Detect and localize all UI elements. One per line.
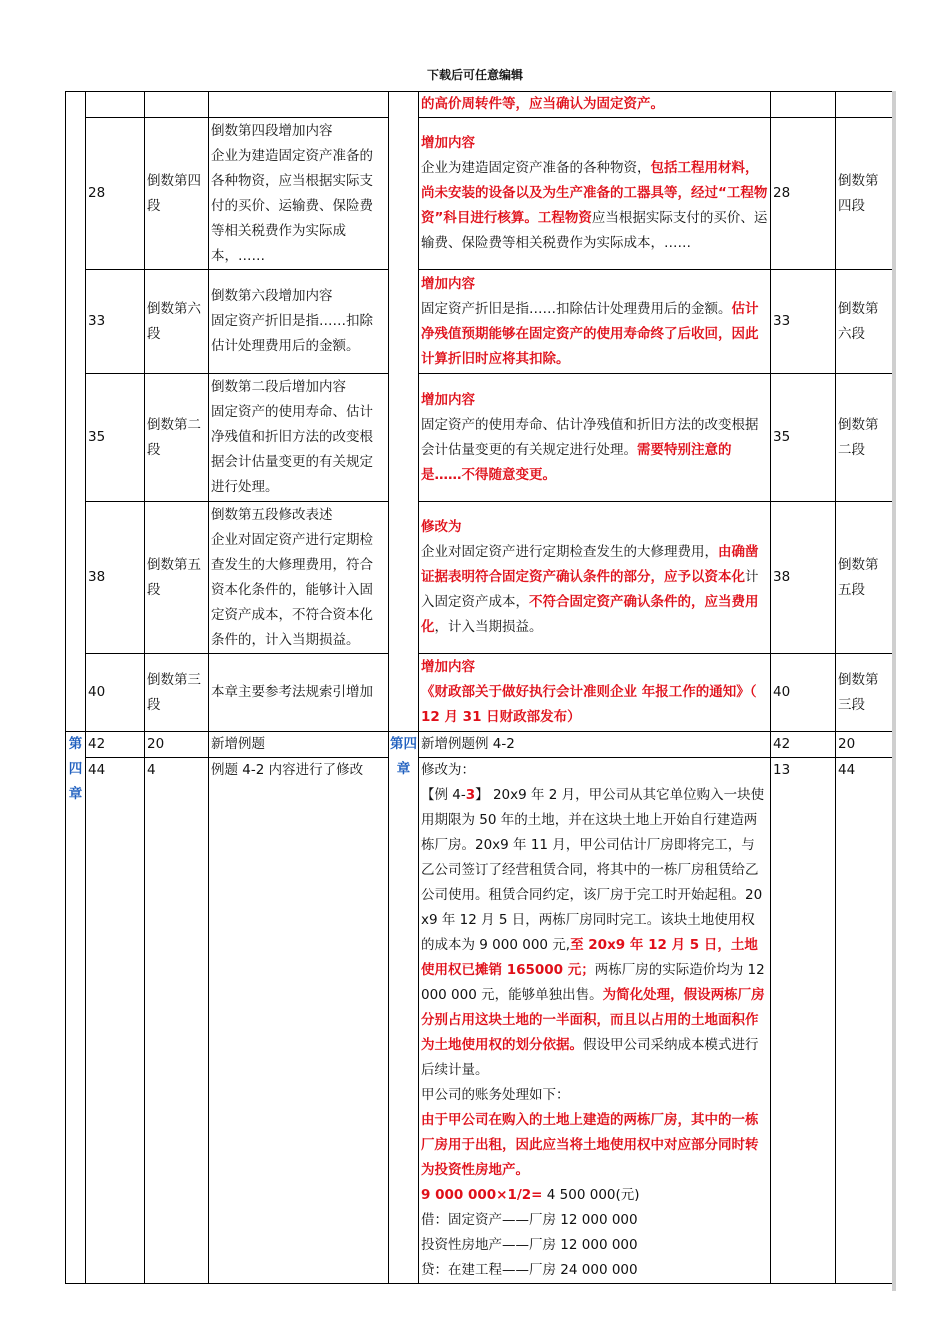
text-run: 包括工程用材料，尚未安装的设备以及为生产准备的工器具等，经过“工程物资”科目进行核算。工程物资 bbox=[421, 160, 768, 226]
text-run: 】 20x9 年 2 月，甲公司从其它单位购入一块使用期限为 50 年的土地，并在这块土地上开始自行建造两栋厂房。20x9 年 11 月，甲公司估计厂房即将完工，与乙公司签订了经营租赁合同，将其中的一栋厂房租赁给乙公司使用。租赁合同约定，该厂房于完工时开始起租。20x9 年 12 月 5 日，两栋厂房同时完工。该块土地使用权的成本为 9 000 000 元, bbox=[421, 787, 765, 953]
revised-position-cell bbox=[836, 92, 893, 118]
table-row bbox=[66, 732, 893, 758]
revised-text-cell bbox=[419, 758, 771, 1284]
page-header: 下载后可任意编辑 bbox=[426, 68, 523, 82]
original-text-cell: 倒数第六段增加内容 固定资产折旧是指……扣除估计处理费用后的金额。 bbox=[209, 270, 389, 374]
revised-page-cell: 33 bbox=[771, 270, 836, 374]
text-run: 应当根据实际支付的买价、运输费、保险费等相关税费作为实际成本，…… bbox=[421, 210, 768, 251]
page-number-cell bbox=[86, 92, 145, 118]
original-text-cell: 倒数第五段修改表述 企业对固定资产进行定期检查发生的大修理费用，符合资本化条件的，能够计入固定资产成本，不符合资本化条件的，计入当期损益。 bbox=[209, 502, 389, 654]
original-text-cell: 倒数第二段后增加内容 固定资产的使用寿命、估计净残值和折旧方法的改变根据会计估量变更的有关规定进行处理。 bbox=[209, 374, 389, 502]
position-cell: 4 bbox=[145, 758, 209, 1284]
revised-page-cell: 28 bbox=[771, 118, 836, 270]
revised-position-cell: 倒数第四段 bbox=[836, 118, 893, 270]
text-run: 修改为： bbox=[421, 762, 475, 778]
text-run: 9 000 000×1/2= bbox=[421, 1187, 543, 1203]
text-run: 增加内容 bbox=[421, 135, 475, 151]
page-number-cell: 35 bbox=[86, 374, 145, 502]
revised-text-cell bbox=[419, 374, 771, 502]
page-number-cell: 38 bbox=[86, 502, 145, 654]
table-row bbox=[66, 502, 893, 654]
position-cell bbox=[145, 92, 209, 118]
text-run: 估计净残值预期能够在固定资产的使用寿命终了后收回，因此计算折旧时应将其扣除。 bbox=[421, 300, 759, 367]
text-run: 企业为建造固定资产准备的各种物资， bbox=[421, 160, 651, 176]
revised-text-cell bbox=[419, 118, 771, 270]
chapter-label-cell: 第四章 bbox=[66, 732, 86, 1284]
text-run: 借：固定资产——厂房 12 000 000 bbox=[421, 1212, 638, 1228]
original-text-cell bbox=[209, 92, 389, 118]
text-run: 3 bbox=[465, 787, 476, 803]
revised-text-cell bbox=[419, 92, 771, 118]
table-row bbox=[66, 270, 893, 374]
position-cell: 倒数第六段 bbox=[145, 270, 209, 374]
text-run: 甲公司的账务处理如下： bbox=[421, 1087, 570, 1103]
position-cell: 20 bbox=[145, 732, 209, 758]
original-text-cell: 新增例题 bbox=[209, 732, 389, 758]
text-run: 修改为 bbox=[421, 519, 462, 535]
text-run: 增加内容 bbox=[421, 391, 475, 408]
original-text-cell: 例题 4-2 内容进行了修改 bbox=[209, 758, 389, 1284]
text-run: ，计入当期损益。 bbox=[434, 619, 543, 635]
right-edge-shadow bbox=[892, 91, 896, 1291]
text-run: 4 500 000(元) bbox=[542, 1187, 640, 1203]
text-run: 假设甲公司采纳成本模式进行后续计量。 bbox=[421, 1037, 759, 1078]
page-number-cell: 44 bbox=[86, 758, 145, 1284]
position-cell: 倒数第四段 bbox=[145, 118, 209, 270]
original-text-cell: 本章主要参考法规索引增加 bbox=[209, 654, 389, 732]
revised-text-cell bbox=[419, 270, 771, 374]
revised-page-cell bbox=[771, 92, 836, 118]
revised-position-cell: 倒数第五段 bbox=[836, 502, 893, 654]
chapter-cell-empty-2 bbox=[389, 92, 419, 732]
revised-text-cell bbox=[419, 654, 771, 732]
table-row bbox=[66, 118, 893, 270]
text-run: 由于甲公司在购入的土地上建造的两栋厂房，其中的一栋厂房用于出租，因此应当将土地使用权中对应部分同时转为投资性房地产。 bbox=[421, 1112, 759, 1178]
text-run: 的高价周转件等，应当确认为固定资产。 bbox=[421, 96, 664, 112]
revised-page-cell: 35 bbox=[771, 374, 836, 502]
revised-position-cell: 44 bbox=[836, 758, 893, 1284]
revised-position-cell: 倒数第六段 bbox=[836, 270, 893, 374]
text-run: 增加内容 bbox=[421, 275, 475, 292]
page-number-cell: 40 bbox=[86, 654, 145, 732]
revised-text-cell bbox=[419, 502, 771, 654]
text-run: 至 20x9 年 12 月 5 日，土地使用权已摊销 165000 元； bbox=[421, 937, 758, 978]
table-row bbox=[66, 654, 893, 732]
errata-table bbox=[65, 91, 893, 1284]
revised-page-cell: 13 bbox=[771, 758, 836, 1284]
text-run: 固定资产的使用寿命、估计净残值和折旧方法的改变根据会计估量变更的有关规定进行处理。 bbox=[421, 416, 759, 458]
text-run: 两栋厂房的实际造价均为 12 000 000 元，能够单独出售。 bbox=[421, 962, 765, 1003]
text-run: 固定资产折旧是指……扣除估计处理费用后的金额。 bbox=[421, 300, 732, 317]
revised-page-cell: 40 bbox=[771, 654, 836, 732]
chapter-cell-empty bbox=[66, 92, 86, 732]
text-run: 由确凿证据表明符合固定资产确认条件的部分，应予以资本化 bbox=[421, 544, 759, 585]
table-row bbox=[66, 374, 893, 502]
text-run: 增加内容 bbox=[421, 659, 475, 675]
revised-page-cell: 42 bbox=[771, 732, 836, 758]
text-run: 为简化处理，假设两栋厂房分别占用这块土地的一半面积，而且以占用的土地面积作为土地使用权的划分依据。 bbox=[421, 987, 765, 1053]
table-row bbox=[66, 92, 893, 118]
position-cell: 倒数第三段 bbox=[145, 654, 209, 732]
revised-position-cell: 倒数第三段 bbox=[836, 654, 893, 732]
page-number-cell: 42 bbox=[86, 732, 145, 758]
revised-page-cell: 38 bbox=[771, 502, 836, 654]
revised-position-cell: 20 bbox=[836, 732, 893, 758]
text-run: 【例 4- bbox=[421, 787, 466, 803]
text-run: 不符合固定资产确认条件的，应当费用化 bbox=[421, 594, 759, 635]
text-run: 贷：在建工程——厂房 24 000 000 bbox=[421, 1262, 638, 1278]
text-run: 计入固定资产成本， bbox=[421, 569, 759, 610]
table-row bbox=[66, 758, 893, 1284]
text-run: 企业对固定资产进行定期检查发生的大修理费用， bbox=[421, 544, 718, 560]
text-run: 投资性房地产——厂房 12 000 000 bbox=[421, 1237, 638, 1253]
page-number-cell: 33 bbox=[86, 270, 145, 374]
position-cell: 倒数第五段 bbox=[145, 502, 209, 654]
text-run: 需要特别注意的是……不得随意变更。 bbox=[421, 441, 732, 483]
revised-text-cell: 新增例题例 4-2 bbox=[419, 732, 771, 758]
position-cell: 倒数第二段 bbox=[145, 374, 209, 502]
original-text-cell: 倒数第四段增加内容 企业为建造固定资产准备的各种物资，应当根据实际支付的买价、运输费、保险费等相关税费作为实际成本，…… bbox=[209, 118, 389, 270]
revised-position-cell: 倒数第二段 bbox=[836, 374, 893, 502]
page-number-cell: 28 bbox=[86, 118, 145, 270]
text-run: 《财政部关于做好执行会计准则企业 年报工作的通知》（ 12 月 31 日财政部发布） bbox=[421, 684, 757, 725]
chapter-label-cell-2: 第四章 bbox=[389, 732, 419, 1284]
